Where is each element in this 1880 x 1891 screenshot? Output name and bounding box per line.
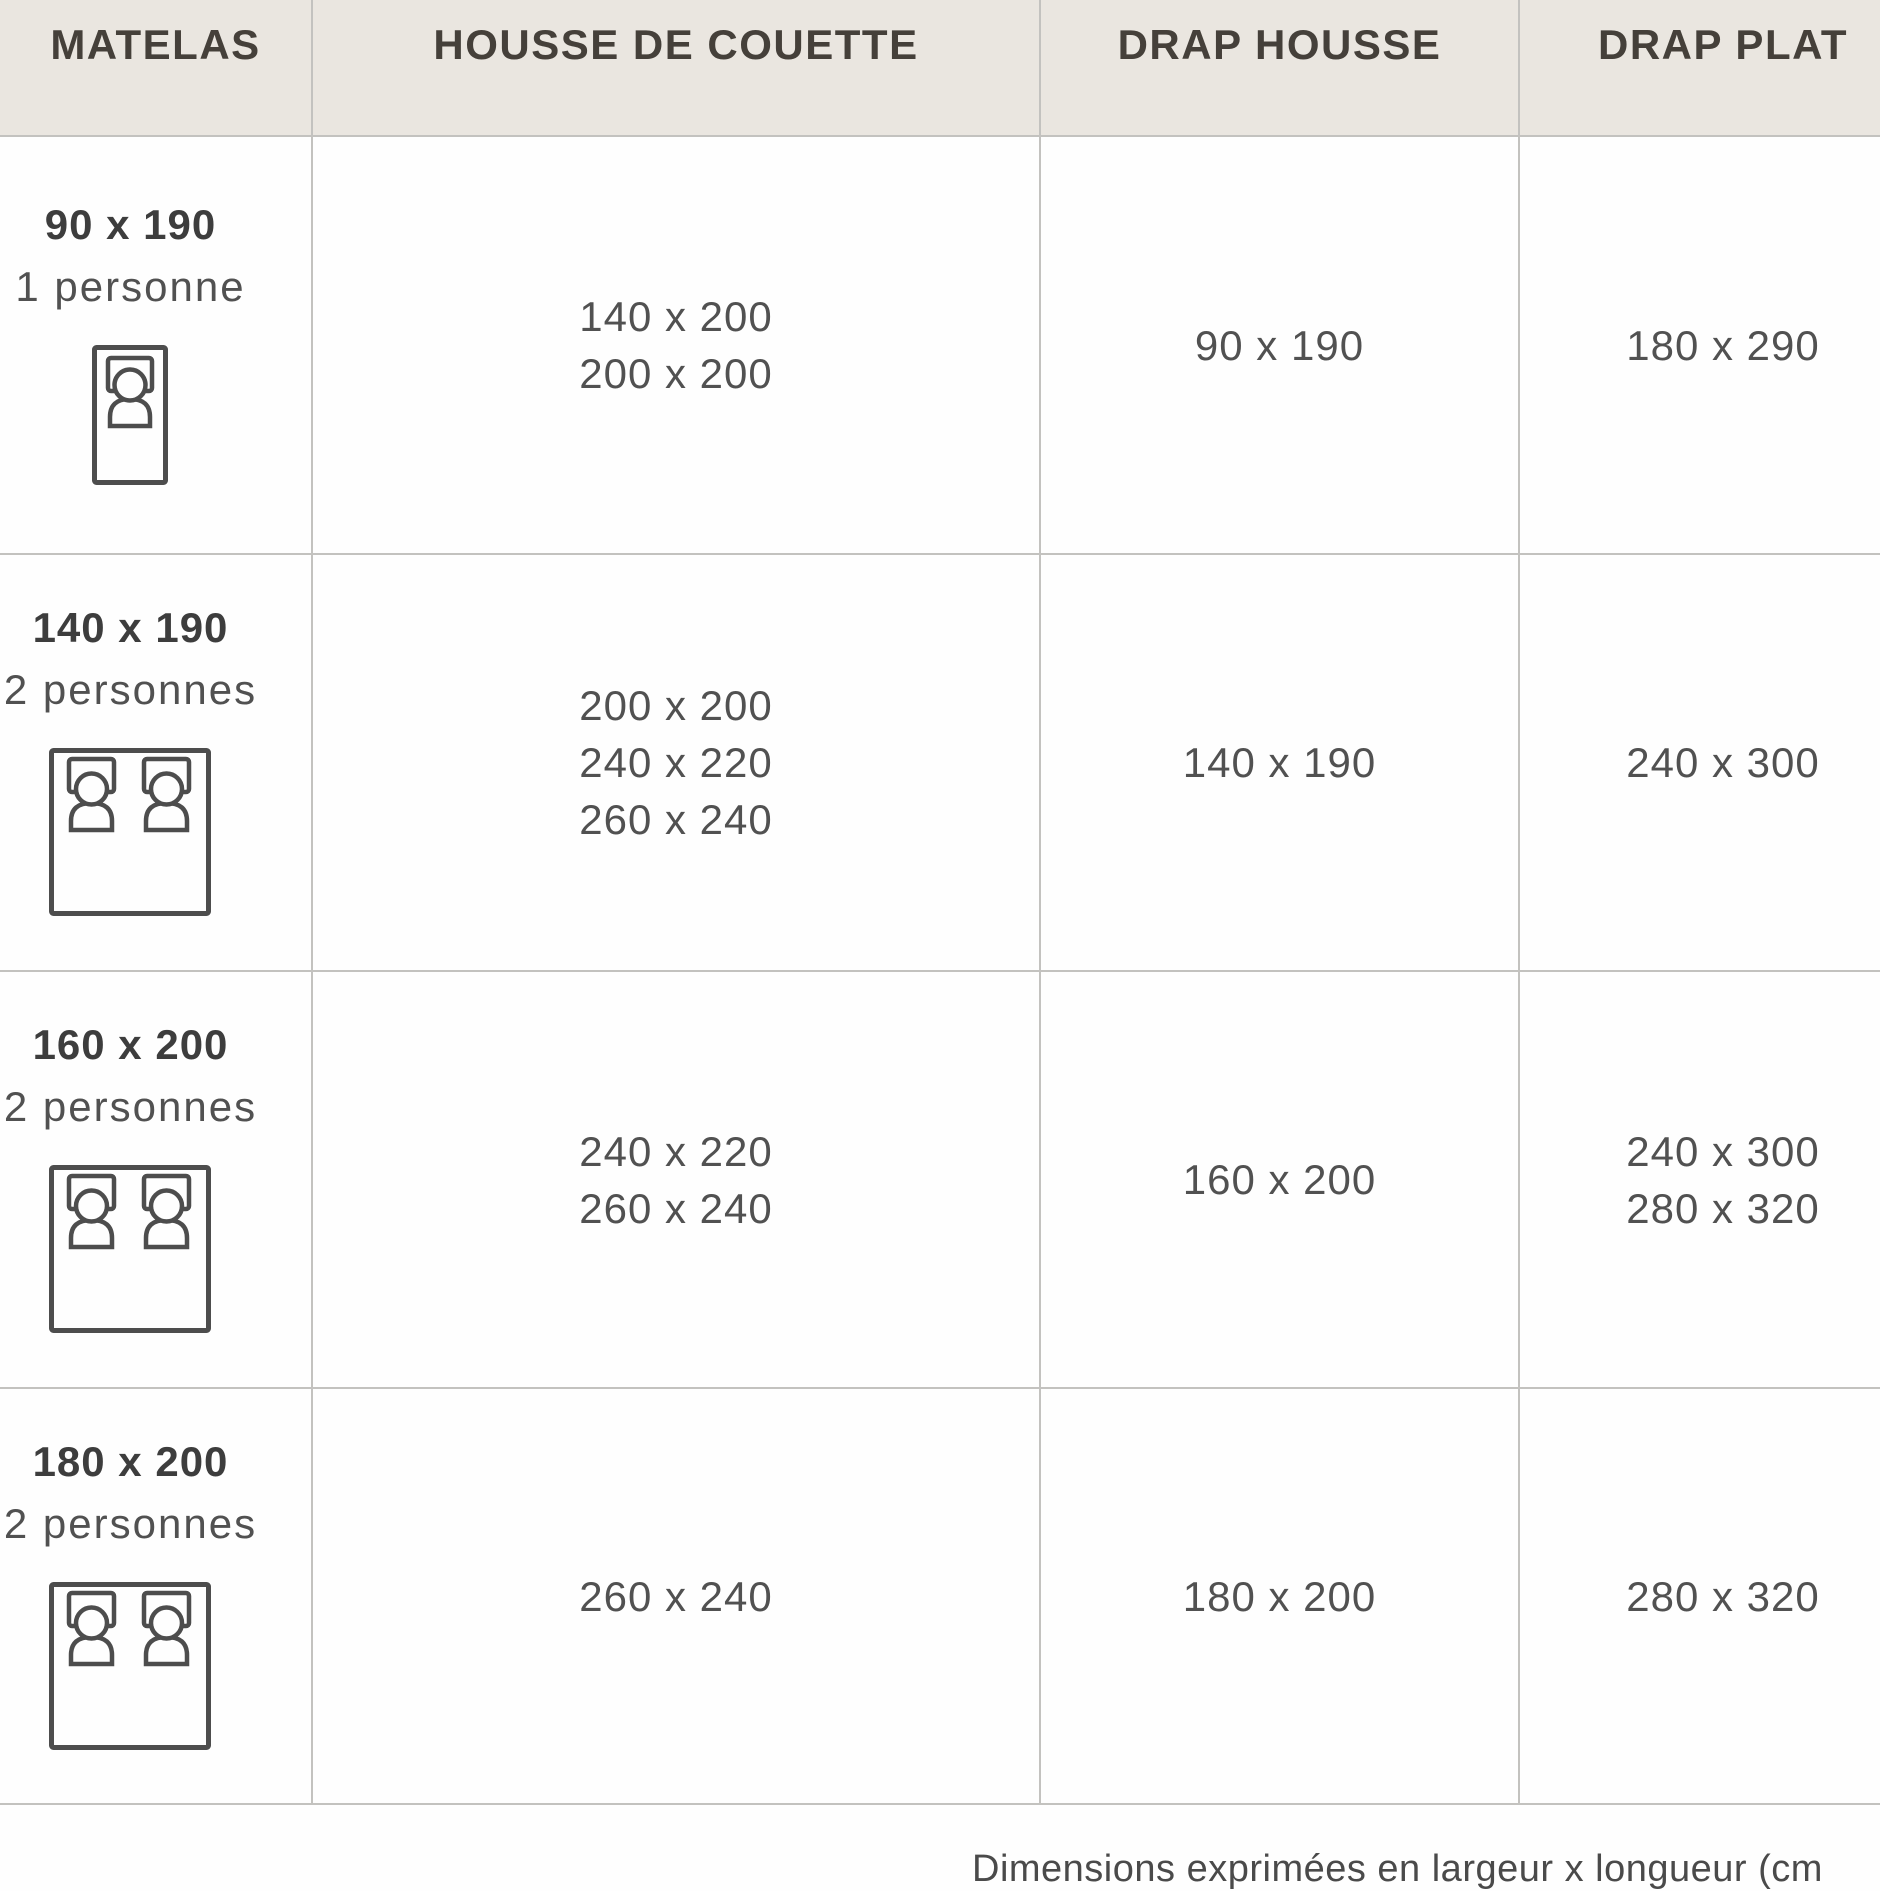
table-row-1-matelas: [0, 137, 313, 555]
double-bed-icon: [49, 748, 211, 921]
size-value: 90 x 190: [1194, 321, 1365, 369]
column-header-label: DRAP PLAT: [1598, 21, 1848, 68]
table-row-2-housse-de-couette: [313, 555, 1041, 972]
size-value: 240 x 300: [1626, 739, 1820, 786]
table-row-1-drap-plat: [1520, 137, 1880, 555]
mattress-size-label: 90 x 190: [44, 200, 217, 248]
table-row-3-housse-de-couette: [313, 972, 1041, 1389]
double-bed-icon: [49, 1582, 211, 1755]
size-value: 140 x 190: [1182, 739, 1377, 786]
size-value: 140 x 200: [579, 293, 773, 340]
table-row-3-matelas: [0, 972, 313, 1389]
table-row-3-drap-plat: [1520, 972, 1880, 1389]
size-value: 240 x 220: [579, 739, 773, 786]
size-value: 260 x 240: [579, 1184, 773, 1232]
table-row-1-housse-de-couette: [313, 137, 1041, 555]
column-header-label: MATELAS: [50, 21, 261, 68]
size-value: 240 x 300: [1626, 1127, 1820, 1175]
table-row-2-matelas: [0, 555, 313, 972]
table-row-4-housse-de-couette: [313, 1389, 1041, 1805]
table-row-4-drap-housse: [1041, 1389, 1520, 1805]
column-header-drap-housse: [1041, 0, 1520, 137]
size-value: 180 x 200: [1182, 1572, 1377, 1620]
size-value: 260 x 240: [579, 796, 773, 843]
single-bed-icon: [92, 345, 168, 490]
double-bed-icon: [49, 1165, 211, 1338]
occupancy-label: 2 personnes: [3, 1499, 258, 1547]
occupancy-label: 2 personnes: [3, 1083, 258, 1130]
column-header-label: HOUSSE DE COUETTE: [433, 21, 919, 68]
mattress-size-label: 180 x 200: [32, 1437, 229, 1485]
column-header-drap-plat: [1520, 0, 1880, 137]
table-row-1-drap-housse: [1041, 137, 1520, 555]
size-value: 280 x 320: [1626, 1184, 1820, 1232]
table-row-2-drap-housse: [1041, 555, 1520, 972]
mattress-size-label: 160 x 200: [32, 1021, 229, 1068]
size-value: 200 x 200: [579, 682, 773, 729]
size-value: 260 x 240: [579, 1572, 773, 1620]
size-value: 160 x 200: [1182, 1156, 1377, 1203]
size-value: 200 x 200: [579, 350, 773, 397]
column-header-matelas: [0, 0, 313, 137]
dimensions-unit-note: Dimensions exprimées en largeur x longueur (cm: [972, 1848, 1823, 1890]
size-value: 240 x 220: [579, 1127, 773, 1175]
column-header-label: DRAP HOUSSE: [1117, 21, 1442, 68]
table-row-3-drap-housse: [1041, 972, 1520, 1389]
size-value: 180 x 290: [1626, 321, 1820, 369]
column-header-housse-de-couette: [313, 0, 1041, 137]
occupancy-label: 1 personne: [15, 262, 246, 310]
table-row-2-drap-plat: [1520, 555, 1880, 972]
occupancy-label: 2 personnes: [3, 666, 258, 713]
table-row-4-matelas: [0, 1389, 313, 1805]
table-row-4-drap-plat: [1520, 1389, 1880, 1805]
mattress-size-label: 140 x 190: [32, 604, 229, 651]
size-value: 280 x 320: [1626, 1572, 1820, 1620]
